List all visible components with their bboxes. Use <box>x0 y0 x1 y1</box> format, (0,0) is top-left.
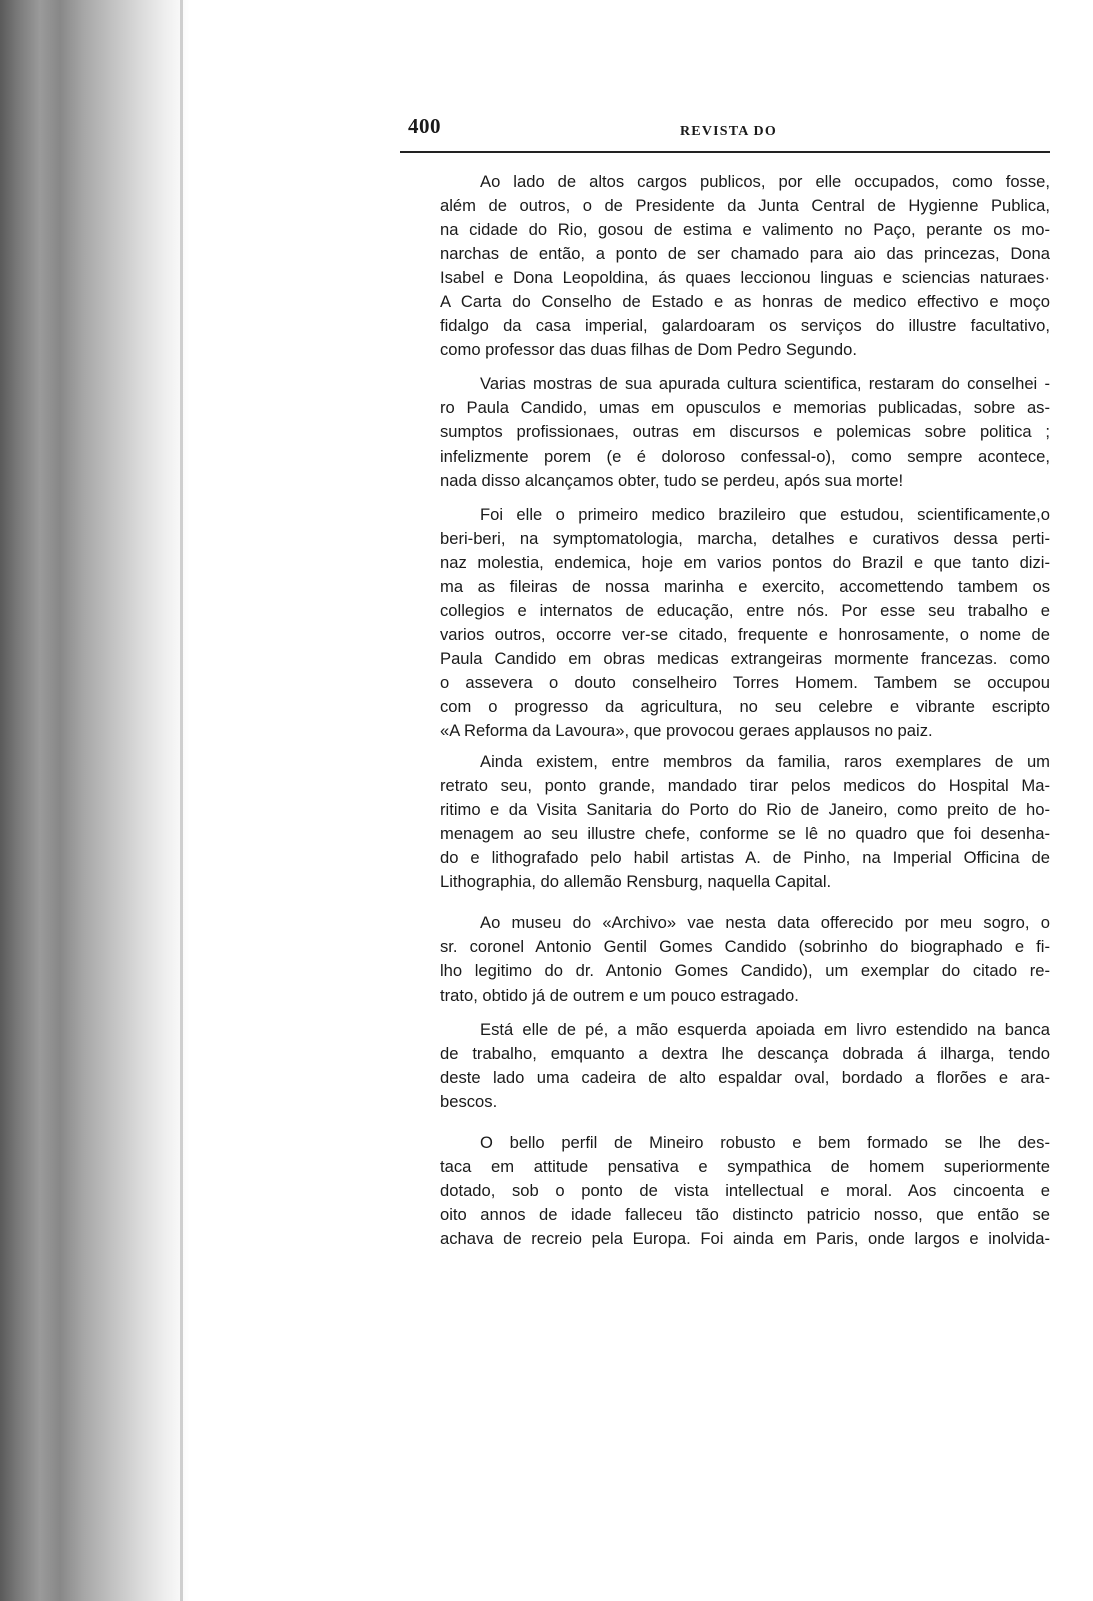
header-rule <box>400 151 1050 153</box>
text-line: de trabalho, emquanto a dextra lhe descança dobrada á ilharga, tendo <box>440 1043 1050 1063</box>
text-line: deste lado uma cadeira de alto espaldar oval, bordado a florões e ara- <box>440 1067 1050 1087</box>
text-line: varios outros, occorre ver-se citado, frequente e honrosamente, o nome de <box>440 624 1050 644</box>
paragraph-7 <box>400 1131 1050 1251</box>
text-line: naz molestia, endemica, hoje em varios pontos do Brazil e que tanto dizi- <box>440 552 1050 572</box>
paragraph-3 <box>400 503 1050 743</box>
book-gutter-shadow <box>0 0 190 1601</box>
text-line: dotado, sob o ponto de vista intellectual e moral. Aos cincoenta e <box>440 1180 1050 1200</box>
text-line: além de outros, o de Presidente da Junta Central de Hygienne Publica, <box>440 196 1050 216</box>
running-head: REVISTA DO <box>680 124 777 139</box>
article-body <box>400 170 1050 1251</box>
text-line: retrato seu, ponto grande, mandado tirar pelos medicos do Hospital Ma- <box>440 776 1050 796</box>
text-line: O bello perfil de Mineiro robusto e bem formado se lhe des- <box>480 1132 1050 1152</box>
text-line: o assevera o douto conselheiro Torres Homem. Tambem se occupou <box>440 672 1050 692</box>
text-line: sr. coronel Antonio Gentil Gomes Candido (sobrinho do biographado e fi- <box>440 937 1050 957</box>
paragraph-6 <box>400 1018 1050 1114</box>
text-line: A Carta do Conselho de Estado e as honras de medico effectivo e moço <box>440 292 1050 312</box>
text-line: Foi elle o primeiro medico brazileiro que estudou, scientificamente,o <box>480 504 1050 524</box>
text-line: narchas de então, a ponto de ser chamado para aio das princezas, Dona <box>440 244 1050 264</box>
page-number: 400 <box>408 114 441 138</box>
text-line: Ao lado de altos cargos publicos, por elle occupados, como fosse, <box>480 172 1050 191</box>
text-line: achava de recreio pela Europa. Foi ainda em Paris, onde largos e inolvida- <box>440 1228 1050 1248</box>
text-line: Lithographia, do allemão Rensburg, naquella Capital. <box>440 872 832 892</box>
text-line: Isabel e Dona Leopoldina, ás quaes leccionou linguas e sciencias naturaes· <box>440 268 1050 288</box>
text-line: oito annos de idade falleceu tão distincto patricio nosso, que então se <box>440 1204 1050 1224</box>
text-line: Ao museu do «Archivo» vae nesta data offerecido por meu sogro, o <box>480 913 1050 933</box>
text-line: como professor das duas filhas de Dom Pedro Segundo. <box>440 340 857 360</box>
text-line: Paula Candido em obras medicas extrangeiras mormente francezas. como <box>440 648 1050 668</box>
text-line: lho legitimo do dr. Antonio Gomes Candido), um exemplar do citado re- <box>440 961 1050 981</box>
paragraph-2 <box>400 372 1050 492</box>
page-edge <box>180 0 183 1601</box>
text-line: trato, obtido já de outrem e um pouco estragado. <box>440 985 799 1005</box>
text-line: ritimo e da Visita Sanitaria do Porto do Rio de Janeiro, como preito de ho- <box>440 800 1050 820</box>
text-line: com o progresso da agricultura, no seu celebre e vibrante escripto <box>440 696 1050 716</box>
text-line: «A Reforma da Lavoura», que provocou geraes applausos no paiz. <box>440 721 933 741</box>
paragraph-1 <box>400 170 1050 362</box>
text-line: na cidade do Rio, gosou de estima e valimento no Paço, perante os mo- <box>440 220 1050 240</box>
text-line: collegios e internatos de educação, entre nós. Por esse seu trabalho e <box>440 600 1050 620</box>
paragraph-4 <box>400 750 1050 894</box>
text-line: ro Paula Candido, umas em opusculos e memorias publicadas, sobre as- <box>440 398 1050 418</box>
text-line: Varias mostras de sua apurada cultura scientifica, restaram do conselhei - <box>480 374 1050 394</box>
text-line: taca em attitude pensativa e sympathica de homem superiormente <box>440 1156 1050 1176</box>
text-line: infelizmente porem (e é doloroso confessal-o), como sempre acontece, <box>440 446 1050 466</box>
text-line: sumptos profissionaes, outras em discursos e polemicas sobre politica ; <box>440 422 1050 442</box>
text-line: beri-beri, na symptomatologia, marcha, detalhes e curativos dessa perti- <box>440 528 1050 548</box>
text-line: Está elle de pé, a mão esquerda apoiada em livro estendido na banca <box>480 1019 1050 1039</box>
text-line: bescos. <box>440 1091 498 1111</box>
text-line: menagem ao seu illustre chefe, conforme se lê no quadro que foi desenha- <box>440 824 1050 844</box>
text-line: ma as fileiras de nossa marinha e exercito, accomettendo tambem os <box>440 576 1050 596</box>
paragraph-5 <box>400 911 1050 1007</box>
text-line: Ainda existem, entre membros da familia, raros exemplares de um <box>480 752 1050 772</box>
page-header <box>408 112 1048 148</box>
text-line: nada disso alcançamos obter, tudo se perdeu, após sua morte! <box>440 470 904 490</box>
text-line: fidalgo da casa imperial, galardoaram os serviços do illustre facultativo, <box>440 316 1050 336</box>
text-line: do e lithografado pelo habil artistas A. de Pinho, na Imperial Officina de <box>440 848 1050 868</box>
